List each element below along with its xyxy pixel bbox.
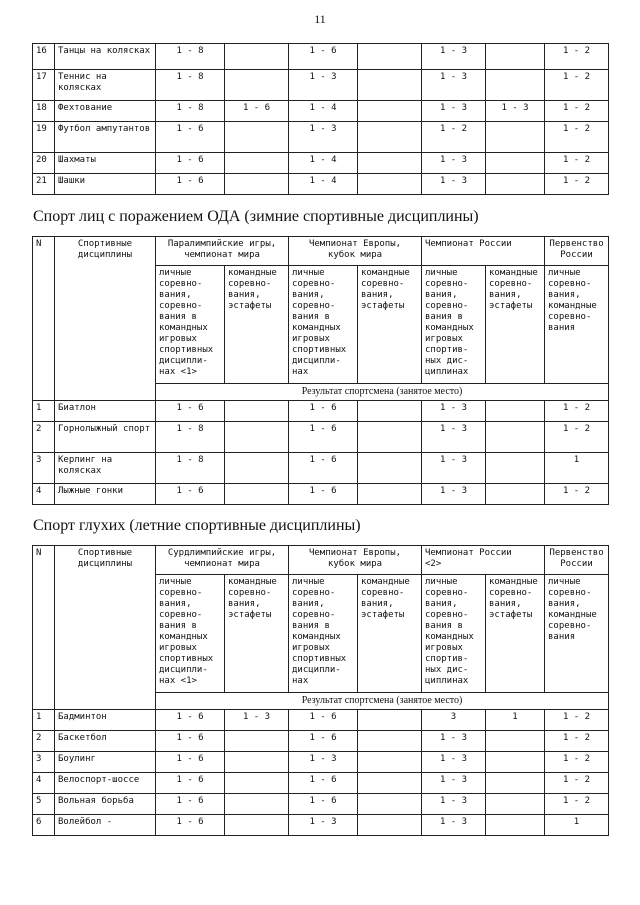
- row-result-5: 1 - 3: [422, 174, 486, 195]
- row-result-6: [486, 752, 545, 773]
- row-result-5: 1 - 3: [422, 794, 486, 815]
- row-discipline: Баскетбол: [55, 731, 156, 752]
- row-result-1: 1 - 6: [156, 794, 225, 815]
- header-result: Результат спортсмена (занятое место): [156, 384, 609, 401]
- row-result-6: [486, 44, 545, 70]
- row-discipline: Боулинг: [55, 752, 156, 773]
- row-result-5: 1 - 3: [422, 484, 486, 505]
- table-row: [33, 174, 609, 195]
- row-result-2: [225, 794, 289, 815]
- row-result-5: 1 - 3: [422, 815, 486, 836]
- row-result-1: 1 - 6: [156, 752, 225, 773]
- row-result-7: 1: [545, 453, 609, 484]
- row-discipline: Биатлон: [55, 401, 156, 422]
- row-discipline: Велоспорт-шоссе: [55, 773, 156, 794]
- row-result-7: 1 - 2: [545, 731, 609, 752]
- row-discipline: Горнолыжный спорт: [55, 422, 156, 453]
- row-number: 4: [33, 773, 55, 794]
- row-result-5: 1 - 3: [422, 453, 486, 484]
- row-number: 3: [33, 453, 55, 484]
- row-result-6: [486, 401, 545, 422]
- row-result-3: 1 - 6: [289, 773, 358, 794]
- row-result-1: 1 - 8: [156, 101, 225, 122]
- row-result-2: [225, 122, 289, 153]
- row-result-4: [358, 401, 422, 422]
- row-result-7: 1 - 2: [545, 773, 609, 794]
- row-result-7: 1 - 2: [545, 44, 609, 70]
- row-result-4: [358, 70, 422, 101]
- header-group-1: Паралимпийские игры, чемпионат мира: [156, 237, 289, 266]
- header-group-4: Первенство России: [545, 237, 609, 266]
- row-result-5: 1 - 3: [422, 752, 486, 773]
- row-result-1: 1 - 6: [156, 401, 225, 422]
- row-discipline: Танцы на колясках: [55, 44, 156, 70]
- header-sub-2: командные соревно- вания, эстафеты: [225, 575, 289, 693]
- row-number: 1: [33, 710, 55, 731]
- page-number: 11: [314, 12, 326, 26]
- row-result-2: [225, 731, 289, 752]
- row-result-3: 1 - 4: [289, 153, 358, 174]
- row-discipline: Бадминтон: [55, 710, 156, 731]
- row-result-5: 1 - 3: [422, 731, 486, 752]
- header-number: N: [33, 546, 55, 710]
- row-result-6: [486, 174, 545, 195]
- table-deaf-summer: [32, 545, 609, 836]
- row-result-2: [225, 773, 289, 794]
- row-discipline: Волейбол -: [55, 815, 156, 836]
- row-result-7: 1 - 2: [545, 484, 609, 505]
- table-row: [33, 794, 609, 815]
- row-number: 4: [33, 484, 55, 505]
- row-result-1: 1 - 6: [156, 731, 225, 752]
- row-result-6: [486, 422, 545, 453]
- header-sub-6: командные соревно- вания, эстафеты: [486, 575, 545, 693]
- row-result-4: [358, 174, 422, 195]
- header-group-2: Чемпионат Европы, кубок мира: [289, 546, 422, 575]
- row-result-4: [358, 773, 422, 794]
- row-result-1: 1 - 6: [156, 153, 225, 174]
- row-result-6: [486, 122, 545, 153]
- row-result-2: [225, 153, 289, 174]
- row-result-3: 1 - 3: [289, 752, 358, 773]
- table-row: [33, 773, 609, 794]
- row-result-7: 1 - 2: [545, 70, 609, 101]
- row-number: 17: [33, 70, 55, 101]
- header-sub-6: командные соревно- вания, эстафеты: [486, 266, 545, 384]
- header-sub-2: командные соревно- вания, эстафеты: [225, 266, 289, 384]
- row-result-7: 1: [545, 815, 609, 836]
- table-row: [33, 122, 609, 153]
- row-result-6: 1 - 3: [486, 101, 545, 122]
- row-result-3: 1 - 6: [289, 453, 358, 484]
- row-result-1: 1 - 8: [156, 422, 225, 453]
- row-result-5: 1 - 2: [422, 122, 486, 153]
- row-result-1: 1 - 8: [156, 453, 225, 484]
- row-result-1: 1 - 6: [156, 710, 225, 731]
- row-result-6: [486, 484, 545, 505]
- row-result-2: [225, 422, 289, 453]
- section-title-deaf-summer: Спорт глухих (летние спортивные дисциплины): [33, 517, 361, 534]
- row-result-4: [358, 484, 422, 505]
- row-result-3: 1 - 6: [289, 44, 358, 70]
- table-row: [33, 710, 609, 731]
- row-result-7: 1 - 2: [545, 401, 609, 422]
- header-sub-1: личные соревно- вания, соревно- вания в командных игровых спортивных дисципли- нах <1>: [156, 575, 225, 693]
- row-result-1: 1 - 8: [156, 44, 225, 70]
- row-result-2: [225, 44, 289, 70]
- row-result-2: [225, 752, 289, 773]
- header-sub-7: личные соревно- вания, командные соревно- вания: [545, 575, 609, 693]
- row-result-2: [225, 815, 289, 836]
- row-number: 1: [33, 401, 55, 422]
- row-result-6: [486, 815, 545, 836]
- row-number: 20: [33, 153, 55, 174]
- row-discipline: Фехтование: [55, 101, 156, 122]
- table-row: [33, 752, 609, 773]
- row-result-1: 1 - 6: [156, 815, 225, 836]
- header-sub-3: личные соревно- вания, соревно- вания в командных игровых спортивных дисципли- нах: [289, 266, 358, 384]
- table-row: [33, 422, 609, 453]
- row-discipline: Шашки: [55, 174, 156, 195]
- row-result-5: 1 - 3: [422, 70, 486, 101]
- row-result-6: [486, 70, 545, 101]
- header-sub-3: личные соревно- вания, соревно- вания в командных игровых спортивных дисципли- нах: [289, 575, 358, 693]
- table-row: [33, 401, 609, 422]
- row-result-5: 1 - 3: [422, 44, 486, 70]
- header-group-3: Чемпионат России: [422, 237, 545, 266]
- table-row: [33, 815, 609, 836]
- row-result-4: [358, 122, 422, 153]
- row-result-4: [358, 44, 422, 70]
- row-result-6: [486, 731, 545, 752]
- header-sub-4: командные соревно- вания, эстафеты: [358, 266, 422, 384]
- row-result-5: 1 - 3: [422, 101, 486, 122]
- table-winter-oda: [32, 236, 609, 505]
- row-result-3: 1 - 6: [289, 794, 358, 815]
- row-number: 2: [33, 731, 55, 752]
- row-number: 3: [33, 752, 55, 773]
- table-row: [33, 101, 609, 122]
- row-result-3: 1 - 3: [289, 815, 358, 836]
- row-result-7: 1 - 2: [545, 153, 609, 174]
- row-result-6: 1: [486, 710, 545, 731]
- row-result-3: 1 - 6: [289, 710, 358, 731]
- row-result-2: [225, 484, 289, 505]
- row-result-3: 1 - 6: [289, 484, 358, 505]
- row-result-5: 1 - 3: [422, 422, 486, 453]
- row-number: 18: [33, 101, 55, 122]
- header-group-3: Чемпионат России <2>: [422, 546, 545, 575]
- row-result-4: [358, 731, 422, 752]
- row-result-3: 1 - 3: [289, 70, 358, 101]
- table-row: [33, 453, 609, 484]
- row-result-4: [358, 101, 422, 122]
- row-result-6: [486, 453, 545, 484]
- row-result-2: [225, 401, 289, 422]
- header-sub-7: личные соревно- вания, командные соревно- вания: [545, 266, 609, 384]
- header-sub-5: личные соревно- вания, соревно- вания в командных игровых спортив- ных дис- циплинах: [422, 266, 486, 384]
- row-number: 6: [33, 815, 55, 836]
- row-result-7: 1 - 2: [545, 422, 609, 453]
- header-number: N: [33, 237, 55, 401]
- table-row: [33, 70, 609, 101]
- header-group-1: Сурдлимпийские игры, чемпионат мира: [156, 546, 289, 575]
- row-result-3: 1 - 6: [289, 401, 358, 422]
- section-title-winter-oda: Спорт лиц с поражением ОДА (зимние спортивные дисциплины): [33, 208, 479, 225]
- row-result-2: [225, 70, 289, 101]
- header-group-4: Первенство России: [545, 546, 609, 575]
- row-result-7: 1 - 2: [545, 752, 609, 773]
- row-result-4: [358, 153, 422, 174]
- row-result-7: 1 - 2: [545, 710, 609, 731]
- row-result-3: 1 - 4: [289, 174, 358, 195]
- row-result-4: [358, 710, 422, 731]
- header-disciplines: Спортивные дисциплины: [55, 237, 156, 401]
- row-result-7: 1 - 2: [545, 122, 609, 153]
- row-result-2: [225, 174, 289, 195]
- row-number: 5: [33, 794, 55, 815]
- row-discipline: Вольная борьба: [55, 794, 156, 815]
- row-result-1: 1 - 6: [156, 484, 225, 505]
- row-result-6: [486, 794, 545, 815]
- row-result-5: 1 - 3: [422, 773, 486, 794]
- header-sub-1: личные соревно- вания, соревно- вания в командных игровых спортивных дисципли- нах <1>: [156, 266, 225, 384]
- row-discipline: Теннис на колясках: [55, 70, 156, 101]
- row-number: 19: [33, 122, 55, 153]
- row-number: 16: [33, 44, 55, 70]
- row-result-5: 1 - 3: [422, 153, 486, 174]
- table-summer-oda-continued: [32, 43, 609, 195]
- row-result-3: 1 - 6: [289, 422, 358, 453]
- row-result-5: 3: [422, 710, 486, 731]
- row-result-7: 1 - 2: [545, 174, 609, 195]
- header-sub-5: личные соревно- вания, соревно- вания в командных игровых спортив- ных дис- циплинах: [422, 575, 486, 693]
- row-result-2: 1 - 3: [225, 710, 289, 731]
- row-result-2: [225, 453, 289, 484]
- header-sub-4: командные соревно- вания, эстафеты: [358, 575, 422, 693]
- row-result-3: 1 - 4: [289, 101, 358, 122]
- row-discipline: Лыжные гонки: [55, 484, 156, 505]
- row-discipline: Керлинг на колясках: [55, 453, 156, 484]
- row-result-7: 1 - 2: [545, 794, 609, 815]
- table-row: [33, 484, 609, 505]
- row-number: 21: [33, 174, 55, 195]
- row-result-5: 1 - 3: [422, 401, 486, 422]
- header-group-2: Чемпионат Европы, кубок мира: [289, 237, 422, 266]
- row-result-4: [358, 815, 422, 836]
- table-row: [33, 153, 609, 174]
- row-result-7: 1 - 2: [545, 101, 609, 122]
- header-result: Результат спортсмена (занятое место): [156, 693, 609, 710]
- row-result-4: [358, 453, 422, 484]
- table-row: [33, 731, 609, 752]
- row-number: 2: [33, 422, 55, 453]
- row-discipline: Шахматы: [55, 153, 156, 174]
- row-result-2: 1 - 6: [225, 101, 289, 122]
- row-result-3: 1 - 3: [289, 122, 358, 153]
- row-result-1: 1 - 6: [156, 174, 225, 195]
- row-result-6: [486, 773, 545, 794]
- row-result-1: 1 - 6: [156, 122, 225, 153]
- row-result-6: [486, 153, 545, 174]
- table-row: [33, 44, 609, 70]
- header-disciplines: Спортивные дисциплины: [55, 546, 156, 710]
- row-result-4: [358, 794, 422, 815]
- row-result-1: 1 - 8: [156, 70, 225, 101]
- row-result-1: 1 - 6: [156, 773, 225, 794]
- row-discipline: Футбол ампутантов: [55, 122, 156, 153]
- row-result-4: [358, 752, 422, 773]
- row-result-4: [358, 422, 422, 453]
- row-result-3: 1 - 6: [289, 731, 358, 752]
